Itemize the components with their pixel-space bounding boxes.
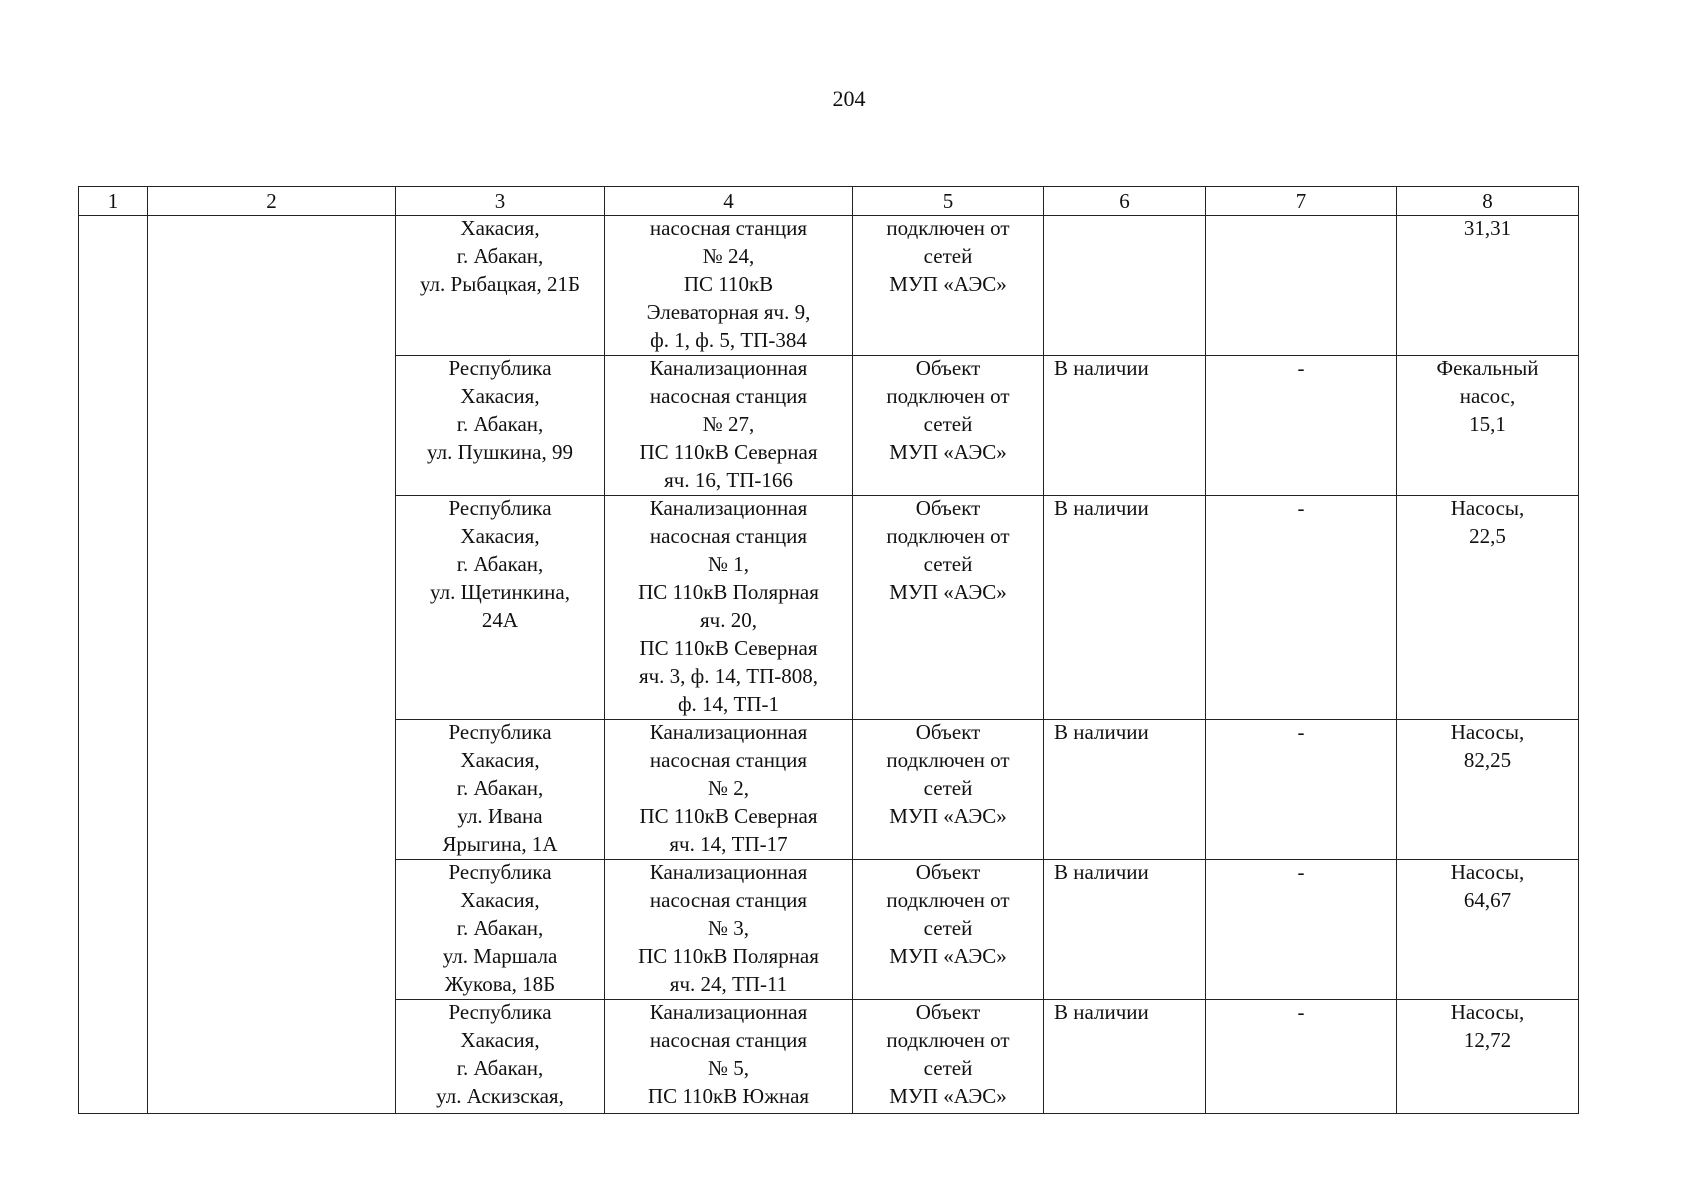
equipment-text: Насосы, 64,67 (1450, 860, 1525, 912)
cell-col-7 (1206, 216, 1397, 356)
object-text: Канализационная насосная станция № 2, ПС 110кВ Северная яч. 14, ТП-17 (639, 720, 818, 856)
address-text: Хакасия, г. Абакан, ул. Рыбацкая, 21Б (419, 216, 580, 296)
cell-connection (853, 860, 1044, 1000)
header-col-6: 6 (1044, 187, 1206, 216)
cell-object (605, 216, 853, 356)
address-text: Республика Хакасия, г. Абакан, ул. Ивана Ярыгина, 1А (442, 720, 558, 856)
cell-connection (853, 216, 1044, 356)
cell-object (605, 860, 853, 1000)
address-text: Республика Хакасия, г. Абакан, ул. Аскизская, (436, 1000, 564, 1108)
cell-address (396, 216, 605, 356)
header-col-5: 5 (853, 187, 1044, 216)
equipment-text: 31,31 (1463, 216, 1512, 240)
equipment-text: Насосы, 82,25 (1450, 720, 1525, 772)
cell-connection (853, 356, 1044, 496)
cell-equipment (1397, 720, 1579, 860)
cell-address (396, 720, 605, 860)
cell-col-7 (1206, 860, 1397, 1000)
cell-col-1-merged (79, 216, 148, 1114)
cell-connection (853, 1000, 1044, 1114)
header-col-8: 8 (1397, 187, 1579, 216)
col7-text: - (1297, 720, 1305, 744)
cell-equipment (1397, 356, 1579, 496)
cell-connection (853, 496, 1044, 720)
object-text: Канализационная насосная станция № 1, ПС 110кВ Полярная яч. 20, ПС 110кВ Северная яч. 3, ф. 14, ТП-808, ф. 14, ТП-1 (638, 496, 819, 716)
cell-address (396, 496, 605, 720)
cell-connection (853, 720, 1044, 860)
address-text: Республика Хакасия, г. Абакан, ул. Пушкина, 99 (427, 356, 573, 464)
cell-availability (1044, 216, 1206, 356)
cell-availability (1044, 860, 1206, 1000)
equipment-text: Насосы, 22,5 (1450, 496, 1525, 548)
col7-text: - (1297, 1000, 1305, 1024)
connection-text: Объект подключен от сетей МУП «АЭС» (886, 860, 1010, 968)
page-number: 204 (832, 86, 866, 111)
object-text: Канализационная насосная станция № 5, ПС 110кВ Южная (647, 1000, 810, 1108)
cell-object (605, 720, 853, 860)
header-col-4: 4 (605, 187, 853, 216)
header-col-7: 7 (1206, 187, 1397, 216)
address-text: Республика Хакасия, г. Абакан, ул. Щетинкина, 24А (430, 496, 570, 632)
header-row (79, 187, 1579, 216)
object-text: Канализационная насосная станция № 27, ПС 110кВ Северная яч. 16, ТП-166 (639, 356, 818, 492)
table-body (79, 216, 1579, 1114)
data-table (78, 186, 1579, 1114)
equipment-text: Насосы, 12,72 (1450, 1000, 1525, 1052)
connection-text: подключен от сетей МУП «АЭС» (886, 216, 1010, 296)
cell-equipment (1397, 216, 1579, 356)
cell-col-7 (1206, 496, 1397, 720)
col7-text: - (1297, 860, 1305, 884)
connection-text: Объект подключен от сетей МУП «АЭС» (886, 720, 1010, 828)
cell-address (396, 356, 605, 496)
cell-col-2-merged (148, 216, 396, 1114)
cell-col-7 (1206, 720, 1397, 860)
address-text: Республика Хакасия, г. Абакан, ул. Маршала Жукова, 18Б (442, 860, 558, 996)
cell-col-7 (1206, 356, 1397, 496)
header-col-1: 1 (79, 187, 148, 216)
cell-availability (1044, 1000, 1206, 1114)
cell-availability (1044, 356, 1206, 496)
connection-text: Объект подключен от сетей МУП «АЭС» (886, 356, 1010, 464)
availability-text: В наличии (1054, 720, 1149, 744)
cell-address (396, 860, 605, 1000)
availability-text: В наличии (1054, 1000, 1149, 1024)
object-text: насосная станция № 24, ПС 110кВ Элеваторная яч. 9, ф. 1, ф. 5, ТП-384 (646, 216, 811, 352)
cell-address (396, 1000, 605, 1114)
equipment-text: Фекальный насос, 15,1 (1436, 356, 1539, 436)
table-header (79, 187, 1579, 216)
header-col-3: 3 (396, 187, 605, 216)
cell-availability (1044, 720, 1206, 860)
availability-text: В наличии (1054, 356, 1149, 380)
cell-availability (1044, 496, 1206, 720)
connection-text: Объект подключен от сетей МУП «АЭС» (886, 1000, 1010, 1108)
availability-text: В наличии (1054, 860, 1149, 884)
table-row (79, 216, 1579, 356)
cell-equipment (1397, 1000, 1579, 1114)
cell-equipment (1397, 860, 1579, 1000)
cell-object (605, 496, 853, 720)
col7-text: - (1297, 496, 1305, 520)
cell-object (605, 356, 853, 496)
header-col-2: 2 (148, 187, 396, 216)
object-text: Канализационная насосная станция № 3, ПС 110кВ Полярная яч. 24, ТП-11 (638, 860, 819, 996)
col7-text: - (1297, 356, 1305, 380)
cell-object (605, 1000, 853, 1114)
cell-equipment (1397, 496, 1579, 720)
connection-text: Объект подключен от сетей МУП «АЭС» (886, 496, 1010, 604)
cell-col-7 (1206, 1000, 1397, 1114)
availability-text: В наличии (1054, 496, 1149, 520)
